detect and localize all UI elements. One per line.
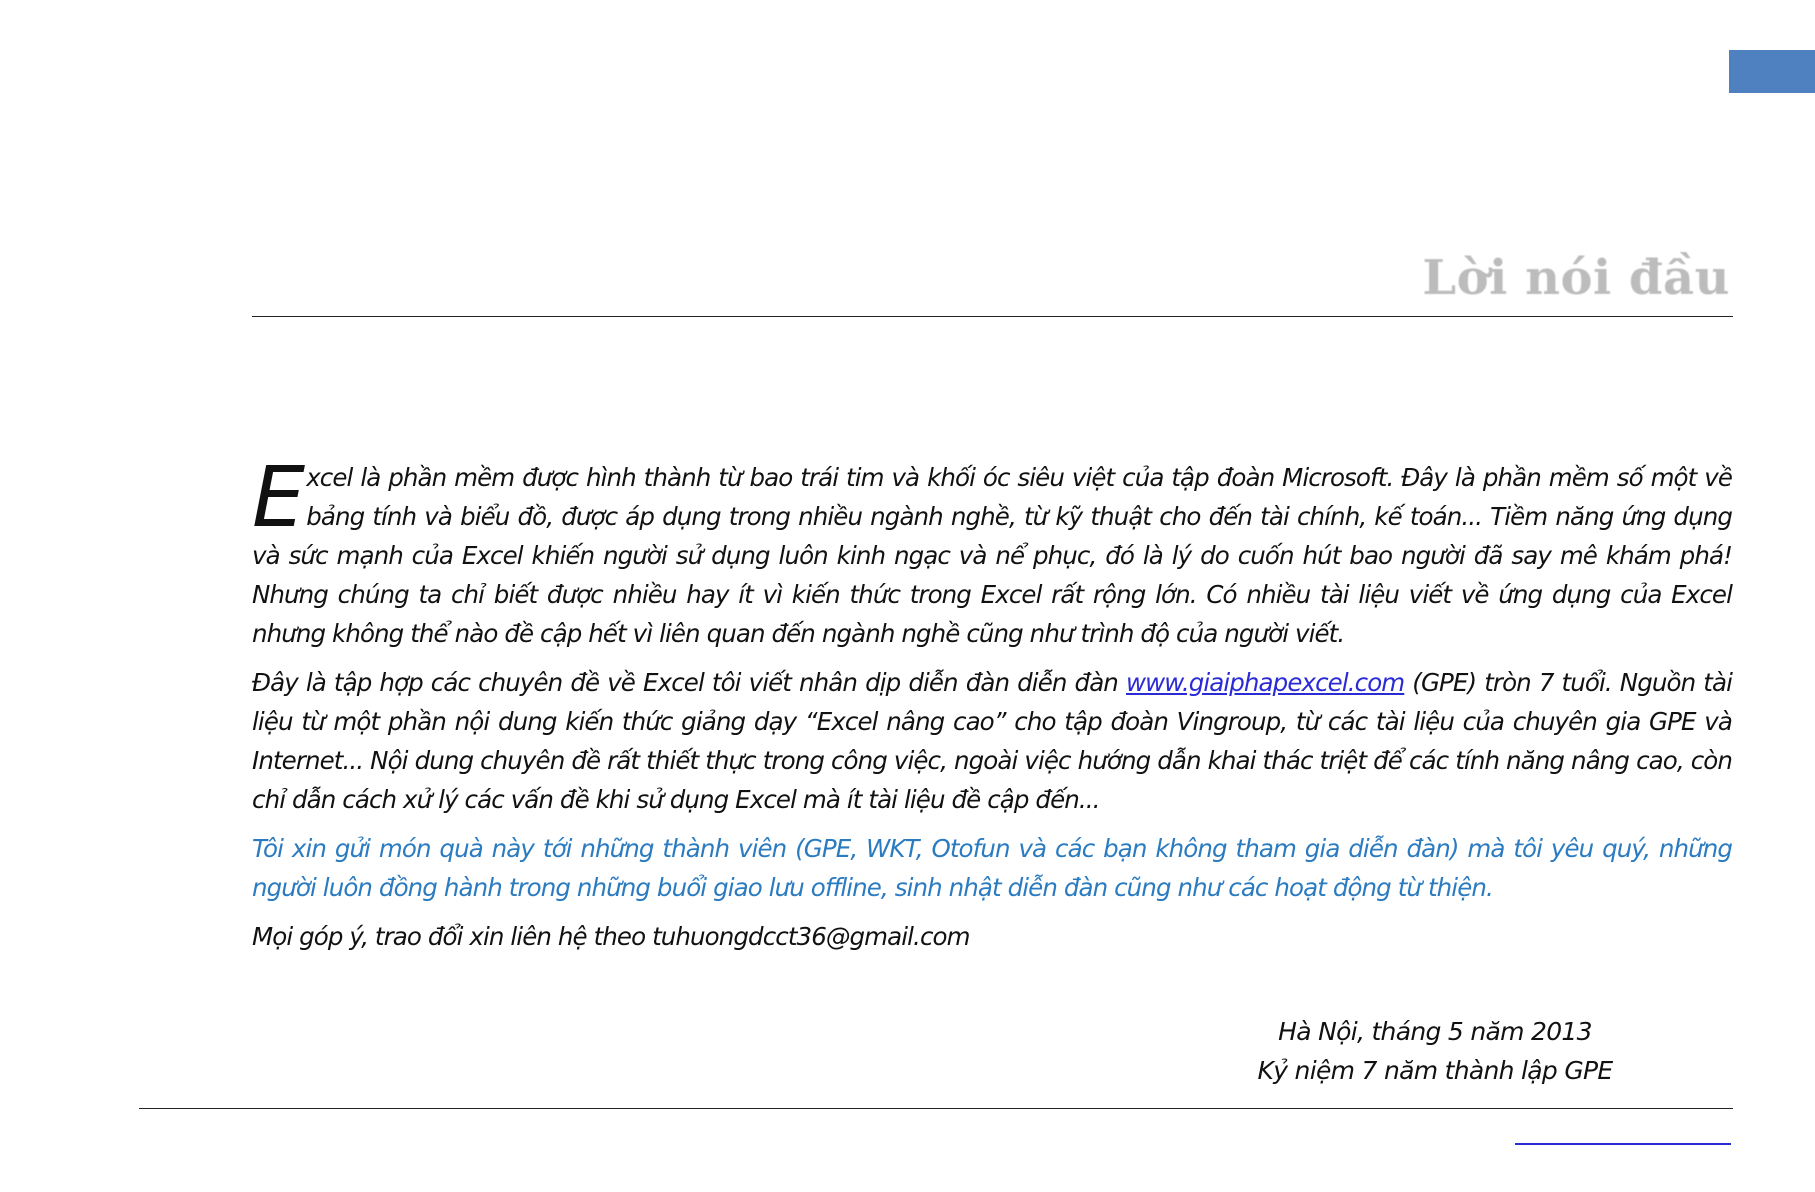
- paragraph-contact: Mọi góp ý, trao đổi xin liên hệ theo tuhuongdcct36@gmail.com: [252, 922, 970, 951]
- footer-link-underline[interactable]: [1515, 1143, 1731, 1145]
- signature-anniversary: Kỷ niệm 7 năm thành lập GPE: [1257, 1056, 1613, 1085]
- paragraph-about: [252, 663, 1732, 819]
- signature-block: [1180, 1012, 1690, 1090]
- page-title: Lời nói đầu: [1422, 250, 1730, 306]
- signature-place-date: Hà Nội, tháng 5 năm 2013: [1278, 1017, 1592, 1046]
- paragraph-about-text-end: (GPE) tròn 7 tuổi. Nguồn tài liệu từ một phần nội dung kiến thức giảng dạy “Excel nâng cao” cho tập đoàn Vingroup, từ các tài liệu của chuyên gia GPE và Internet... Nội dung chuyên đề rất thiết thực trong công việc, ngoài việc hướng dẫn khai thác triệt để các tính năng nâng cao, còn chỉ dẫn cách xử lý các vấn đề khi sử dụng Excel mà ít tài liệu đề cập đến...: [252, 668, 1732, 814]
- bottom-divider: [139, 1108, 1733, 1109]
- corner-tab: [1729, 50, 1815, 93]
- paragraph-dedication: Tôi xin gửi món quà này tới những thành viên (GPE, WKT, Otofun và các bạn không tham gia diễn đàn) mà tôi yêu quý, những người luôn đồng hành trong những buổi giao lưu offline, sinh nhật diễn đàn cũng như các hoạt động từ thiện.: [252, 834, 1732, 902]
- paragraph-about-text-start: Đây là tập hợp các chuyên đề về Excel tôi viết nhân dịp diễn đàn diễn đàn: [252, 668, 1126, 697]
- preface-body: [252, 448, 1732, 966]
- website-link[interactable]: www.giaiphapexcel.com: [1125, 668, 1405, 697]
- drop-cap: E: [252, 448, 305, 546]
- paragraph-intro-text: xcel là phần mềm được hình thành từ bao trái tim và khối óc siêu việt của tập đoàn Microsoft. Đây là phần mềm số một về bảng tính và biểu đồ, được áp dụng trong nhiều ngành nghề, từ kỹ thuật cho đến tài chính, kế toán... Tiềm năng ứng dụng và sức mạnh của Excel khiến người sử dụng luôn kinh ngạc và nể phục, đó là lý do cuốn hút bao người đã say mê khám phá! Nhưng chúng ta chỉ biết được nhiều hay ít vì kiến thức trong Excel rất rộng lớn. Có nhiều tài liệu viết về ứng dụng của Excel nhưng không thể nào đề cập hết vì liên quan đến ngành nghề cũng như trình độ của người viết.: [252, 463, 1732, 648]
- top-divider: [252, 316, 1733, 317]
- paragraph-intro: [252, 448, 1732, 653]
